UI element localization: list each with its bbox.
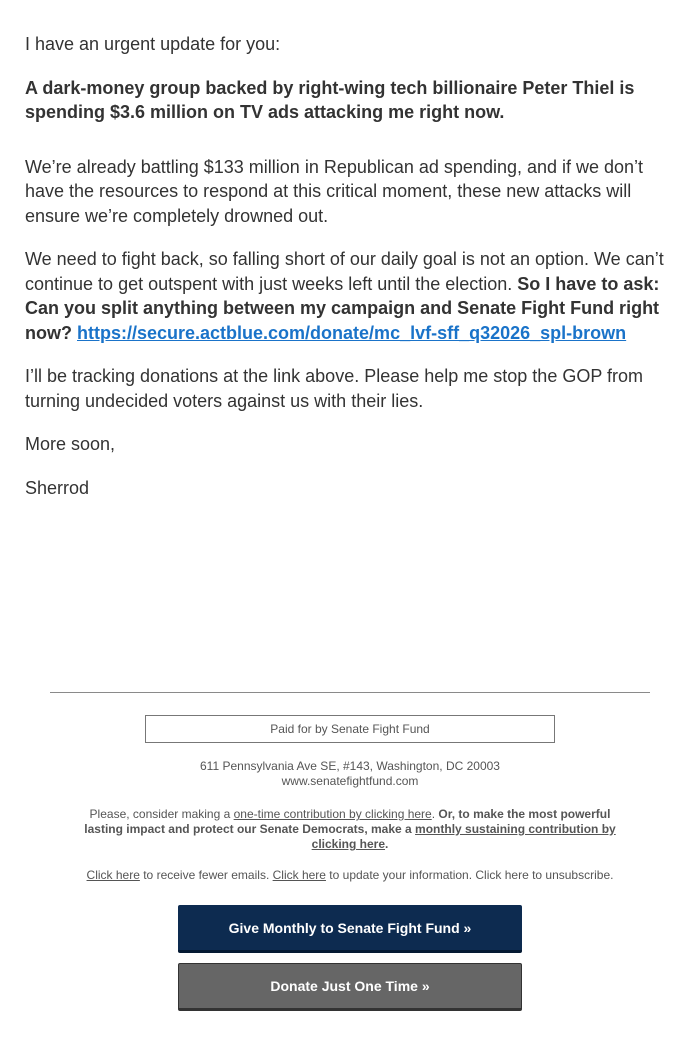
email-preferences [50,868,650,883]
donate-link[interactable]: https://secure.actblue.com/donate/mc_lvf-sff_q32026_spl-brown [77,322,627,343]
signoff: More soon, [25,434,116,454]
give-monthly-button[interactable]: Give Monthly to Senate Fight Fund » [178,905,522,953]
update-info-link[interactable]: Click here [272,868,326,882]
email-body [0,0,700,500]
fewer-emails-link[interactable]: Click here [86,868,140,882]
paid-for-box: Paid for by Senate Fight Fund [145,715,555,743]
signature: Sherrod [25,477,90,498]
contribution-appeal [70,807,630,852]
headline-text [25,76,672,125]
paragraph-1: We’re already battling $133 million in Republican ad spending, and if we don’t have the resources to respond at this critical moment, these new attacks will ensure we’re completely drowned out. [25,156,644,226]
paragraph-2-plain: We need to fight back, so falling short of our daily goal is not an option. We can’t continue to get outspent with just weeks left until the election. [25,249,664,294]
appeal-bold-end: . [385,837,389,851]
website: www.senatefightfund.com [281,774,419,788]
one-time-contribution-link[interactable]: one-time contribution by clicking here [233,807,432,821]
paragraph-3: I’ll be tracking donations at the link above. Please help me stop the GOP from turning undecided voters against us with their lies. [25,366,644,411]
headline-bold: A dark-money group backed by right-wing tech billionaire Peter Thiel is spending $3.6 million on TV ads attacking me right now. [25,77,635,122]
monthly-contribution-link[interactable]: monthly sustaining contribution by clicking here [311,822,616,851]
email-footer [50,715,650,1011]
intro-text: I have an urgent update for you: [25,34,281,54]
update-info-text: to update your information. Click here to unsubscribe. [325,868,614,882]
donate-once-button[interactable]: Donate Just One Time » [178,963,522,1011]
paragraph-2-ask: So I have to ask: Can you split anything between my campaign and Senate Fight Fund right now? [25,273,660,343]
appeal-bold-lead: Or, to make the most powerful lasting impact and protect our Senate Democrats, make a [84,807,611,836]
address-block [50,759,650,789]
appeal-text-1: Please, consider making a [89,807,234,821]
footer-divider [50,692,650,693]
fewer-emails-text: to receive fewer emails. [139,868,273,882]
appeal-text-2: . [431,807,439,821]
address: 611 Pennsylvania Ave SE, #143, Washington, DC 20003 [200,759,500,773]
paragraph-2 [25,247,672,345]
